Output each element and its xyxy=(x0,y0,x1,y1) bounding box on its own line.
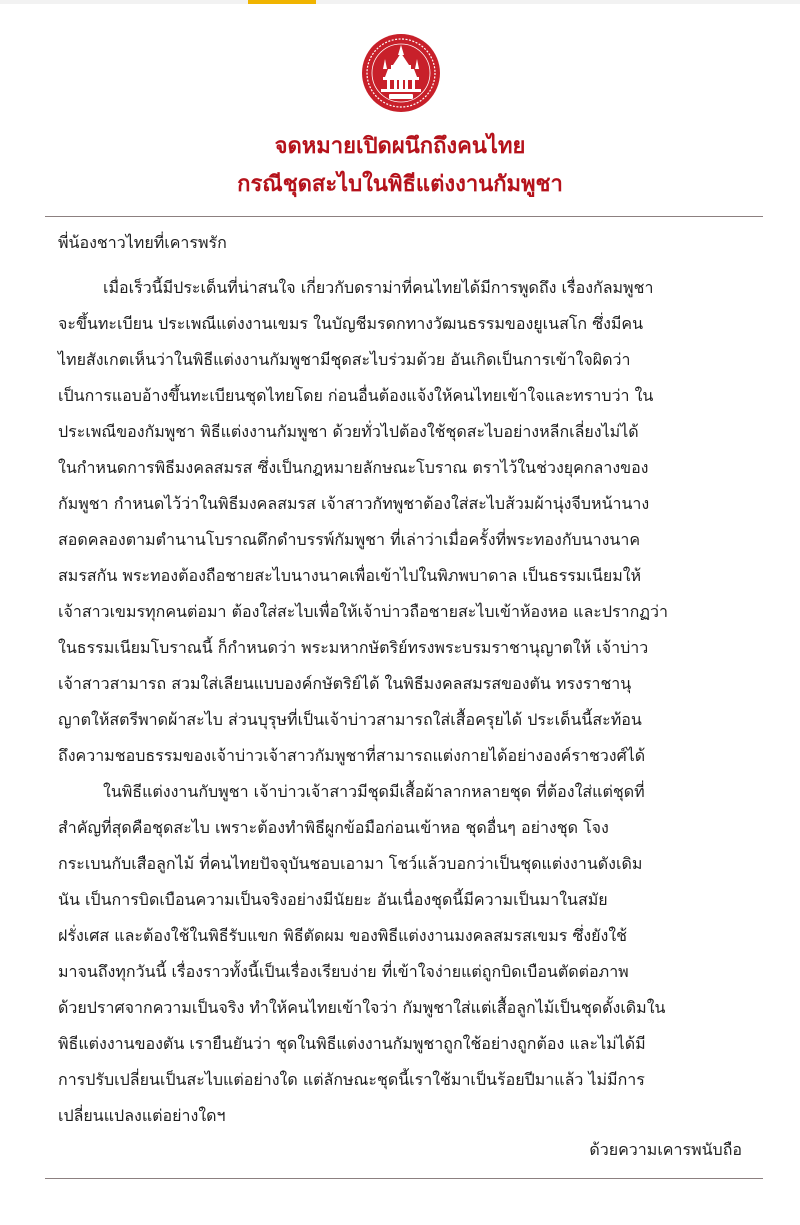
letter-closing: ด้วยความเคารพนับถือ xyxy=(589,1140,742,1159)
letter-line: ในธรรมเนียมโบราณนี้ ก็กำหนดว่า พระมหากษัตริย์ทรงพระบรมราชานุญาตให้ เจ้าบ่าว xyxy=(58,638,649,657)
letter-line: ประเพณีของกัมพูชา พิธีแต่งงานกัมพูชา ด้วยทั่วไปต้องใช้ชุดสะไบอย่างหลีกเลี่ยงไม่ได้ xyxy=(58,422,639,441)
letter-line: ในพิธีแต่งงานกับพูชา เจ้าบ่าวเจ้าสาวมีชุดมีเสื้อผ้าลากหลายชุด ที่ต้องใส่แต่ชุดที่ xyxy=(103,782,645,801)
letter-line: จะขึ้นทะเบียน ประเพณีแต่งงานเขมร ในบัญชีมรดกทางวัฒนธรรมของยูเนสโก ซึ่งมีคน xyxy=(58,314,644,333)
letter-line: ในกำหนดการพิธีมงคลสมรส ซึ่งเป็นกฎหมายลักษณะโบราณ ตราไว้ในช่วงยุคกลางของ xyxy=(58,458,649,477)
letter-line: ญาตให้สตรีพาดผ้าสะไบ ส่วนบุรุษที่เป็นเจ้าบ่าวสามารถใส่เสื้อครุยได้ ประเด็นนี้สะท้อน xyxy=(58,710,642,729)
letter-line: มาจนถึงทุกวันนี้ เรื่องราวทั้งนี้เป็นเรื่องเรียบง่าย ที่เข้าใจง่ายแต่ถูกบิดเบือนตัดต่อภาพ xyxy=(58,962,629,981)
letter-line: การปรับเปลี่ยนเป็นสะไบแต่อย่างใด แต่ลักษณะชุดนี้เราใช้มาเป็นร้อยปีมาแล้ว ไม่มีการ xyxy=(58,1070,645,1089)
top-divider xyxy=(45,216,763,217)
bottom-divider xyxy=(45,1178,763,1179)
letter-title-line-1: จดหมายเปิดผนึกถึงคนไทย xyxy=(274,134,526,159)
letter-line: สมรสกัน พระทองต้องถือชายสะไบนางนาคเพื่อเข้าไปในพิภพบาดาล เป็นธรรมเนียมให้ xyxy=(58,566,642,585)
letter-line: ด้วยปราศจากความเป็นจริง ทำให้คนไทยเข้าใจว่า กัมพูชาใส่แต่เสื้อลูกไม้เป็นชุดดั้งเดิมใน xyxy=(58,998,666,1017)
letter-line: เป็นการแอบอ้างขึ้นทะเบียนชุดไทยโดย ก่อนอื่นต้องแจ้งให้คนไทยเข้าใจและทราบว่า ใน xyxy=(58,386,654,405)
letter-line: เจ้าสาวสามารถ สวมใส่เลียนแบบองค์กษัตริย์ได้ ในพิธีมงคลสมรสของตัน ทรงราชานุ xyxy=(58,674,632,693)
letter-line: สำคัญที่สุดคือชุดสะไบ เพราะต้องทำพิธีผูกข้อมือก่อนเข้าหอ ชุดอื่นๆ อย่างชุด โจง xyxy=(58,818,609,837)
letter-line: ถึงความชอบธรรมของเจ้าบ่าวเจ้าสาวกัมพูชาที่สามารถแต่งกายได้อย่างองค์ราชวงศ์ได้ xyxy=(58,746,646,765)
top-status-bar xyxy=(0,0,800,4)
letter-line: กระเบนกับเสือลูกไม้ ที่คนไทยปัจจุบันชอบเอามา โชว์แล้วบอกว่าเป็นชุดแต่งงานดังเดิม xyxy=(58,854,643,873)
letter-line: เจ้าสาวเขมรทุกคนต่อมา ต้องใส่สะไบเพื่อให้เจ้าบ่าวถือชายสะไบเข้าห้องหอ และปรากฏว่า xyxy=(58,602,669,621)
letter-line: นัน เป็นการบิดเบือนความเป็นจริงอย่างมีนัยยะ อันเนื่องชุดนี้มีความเป็นมาในสมัย xyxy=(58,890,608,909)
letter-line: กัมพูชา กำหนดไว้ว่าในพิธีมงคลสมรส เจ้าสาวกัทพูชาต้องใส่สะไบส้วมผ้านุ่งจีบหน้านาง xyxy=(58,494,650,513)
top-accent-bar xyxy=(248,0,316,4)
royal-seal-icon xyxy=(361,33,441,113)
letter-line: เมื่อเร็วนี้มีประเด็นที่น่าสนใจ เกี่ยวกับดราม่าที่คนไทยได้มีการพูดถึง เรื่องกัลมพูชา xyxy=(103,278,654,297)
letter-salutation: พี่น้องชาวไทยที่เคารพรัก xyxy=(58,233,227,252)
letter-title-line-2: กรณีชุดสะไบในพิธีแต่งงานกัมพูชา xyxy=(237,172,563,197)
letter-line: ไทยสังเกตเห็นว่าในพิธีแต่งงานกัมพูชามีชุดสะไบร่วมด้วย อันเกิดเป็นการเข้าใจผิดว่า xyxy=(58,350,631,369)
letter-line: สอดคลองตามตำนานโบราณดึกดำบรรพ์กัมพูชา ที่เล่าว่าเมื่อครั้งที่พระทองกับนางนาค xyxy=(58,530,641,549)
letter-line: เปลี่ยนแปลงแต่อย่างใดฯ xyxy=(58,1106,226,1125)
letter-line: พิธีแต่งงานของตัน เรายืนยันว่า ชุดในพิธีแต่งงานกัมพูชาถูกใช้อย่างถูกต้อง และไม่ได้มี xyxy=(58,1034,646,1053)
letter-line: ฝรั่งเศส และต้องใช้ในพิธีรับแขก พิธีตัดผม ของพิธีแต่งงานมงคลสมรสเขมร ซึ่งยังใช้ xyxy=(58,926,628,945)
